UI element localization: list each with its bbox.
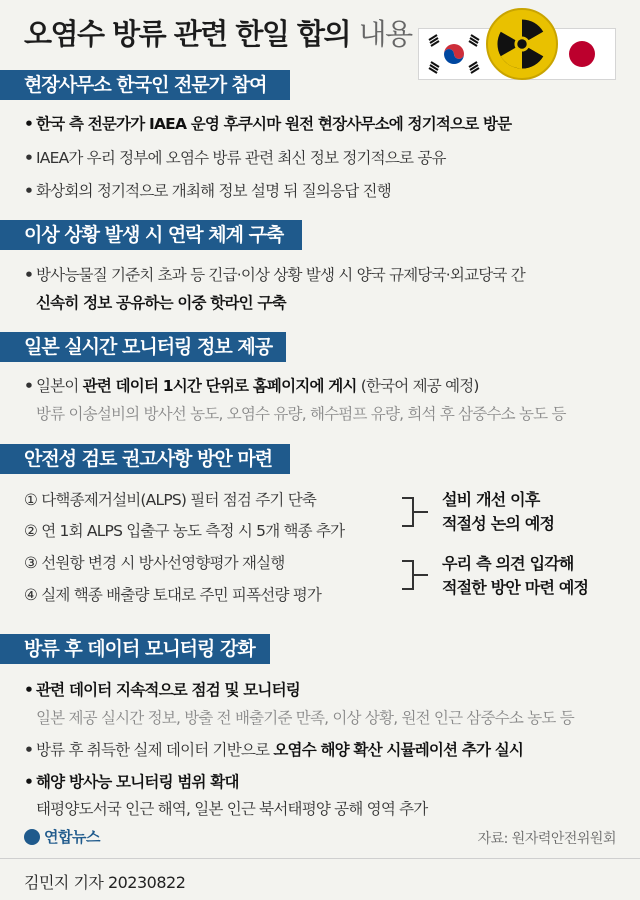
footer-divider (0, 858, 640, 859)
conclusion: 설비 개선 이후 적절성 논의 예정 (442, 490, 555, 533)
yonhap-logo-icon (24, 829, 40, 845)
reporter-credit: 김민지 기자 20230822 (24, 873, 186, 892)
list-item: • 방사능물질 기준치 초과 등 긴급·이상 상황 발생 시 양국 규제당국·외교당국 간 (24, 266, 525, 284)
section-heading-safety-review: 안전성 검토 권고사항 방안 마련 (0, 444, 290, 474)
bracket-stub (414, 574, 428, 576)
section-heading-post-discharge-monitoring: 방류 후 데이터 모니터링 강화 (0, 634, 270, 664)
bracket (402, 497, 414, 527)
list-item: • 관련 데이터 지속적으로 점검 및 모니터링 (24, 681, 300, 699)
list-item-detail: 방류 이송설비의 방사선 농도, 오염수 유량, 해수펌프 유량, 희석 후 삼중수소 농도 등 (36, 405, 566, 423)
section-heading-expert-participation: 현장사무소 한국인 전문가 참여 (0, 70, 290, 100)
list-item: ② 연 1회 ALPS 입출구 농도 측정 시 5개 핵종 추가 (24, 522, 345, 540)
list-item-detail: 일본 제공 실시간 정보, 방출 전 배출기준 만족, 이상 상황, 원전 인근 삼중수소 농도 등 (36, 709, 574, 727)
header (0, 0, 640, 70)
list-item: • 화상회의 정기적으로 개최해 정보 설명 뒤 질의응답 진행 (24, 182, 391, 200)
list-item: • 일본이 관련 데이터 1시간 단위로 홈페이지에 게시 (한국어 제공 예정) (24, 377, 479, 395)
bracket-stub (414, 511, 428, 513)
title-main: 오염수 방류 관련 한일 합의 (24, 17, 351, 51)
japan-flag-icon (551, 32, 613, 76)
list-item-detail: 태평양도서국 인근 해역, 일본 인근 북서태평양 공해 영역 추가 (36, 800, 428, 818)
title-suffix: 내용 (358, 17, 412, 51)
list-item: • 한국 측 전문가가 IAEA 운영 후쿠시마 원전 현장사무소에 정기적으로 방문 (24, 115, 512, 133)
list-item: ① 다핵종제거설비(ALPS) 필터 점검 주기 단축 (24, 491, 317, 509)
yonhap-logo: 연합뉴스 (24, 826, 100, 847)
conclusion: 우리 측 의견 입각해 적절한 방안 마련 예정 (442, 554, 589, 597)
list-item: • 해양 방사능 모니터링 범위 확대 (24, 773, 239, 791)
list-item-continuation: 신속히 정보 공유하는 이중 핫라인 구축 (36, 294, 286, 312)
list-item: ③ 선원항 변경 시 방사선영향평가 재실행 (24, 554, 285, 572)
bracket (402, 560, 414, 590)
korea-flag-icon (423, 32, 485, 76)
list-item: ④ 실제 핵종 배출량 토대로 주민 피폭선량 평가 (24, 586, 322, 604)
section-heading-hotline: 이상 상황 발생 시 연락 체계 구축 (0, 220, 302, 250)
list-item: • IAEA가 우리 정부에 오염수 방류 관련 최신 정보 정기적으로 공유 (24, 149, 446, 167)
section-heading-realtime-monitoring: 일본 실시간 모니터링 정보 제공 (0, 332, 286, 362)
page-title (24, 12, 412, 53)
radiation-symbol-icon (486, 8, 558, 80)
list-item: • 방류 후 취득한 실제 데이터 기반으로 오염수 해양 확산 시뮬레이션 추가 실시 (24, 741, 524, 759)
source-note: 자료: 원자력안전위원회 (477, 831, 616, 847)
